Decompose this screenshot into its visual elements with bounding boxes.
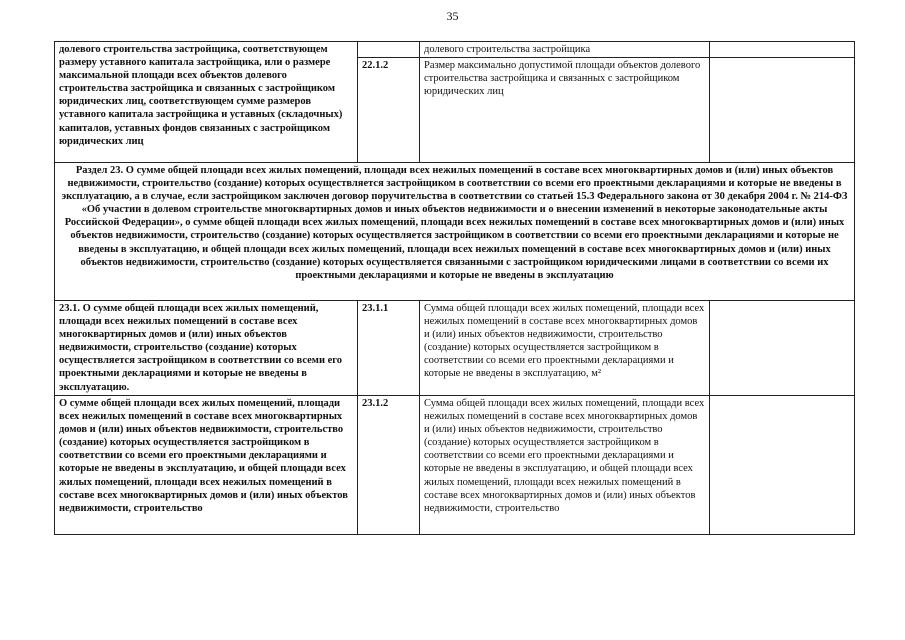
description-text: Размер максимально допустимой площади объектов долевого строительства застройщика и связанных с застройщиком юридических лиц [424,60,701,98]
requirement-text: О сумме общей площади всех жилых помещений, площади всех нежилых помещений в составе всех многоквартирных домов и (или) иных объектов недвижимости, строительство (создание) которых осуществляется застройщиком в соответствии со всеми его проектными декларациями и которые не введены в эксплуатацию, и общей площади всех жилых помещений, площади всех нежилых помещений в составе всех многоквартирных домов и (или) иных объектов недвижимости, строительство [59,398,348,514]
requirement-text: долевого строительства застройщика, соответствующем размеру уставного капитала застройщика, или о размере максимальной площади всех объектов долевого строительства застройщика и связанных с застройщиком юридических лиц, соответствующем сумме размеров уставного капитала застройщика и уставных (складочных) капиталов, уставных фондов связанных с застройщиком юридических лиц [59,44,343,147]
requirement-cell [55,42,358,163]
description-cell [420,301,710,396]
document-table [54,41,855,535]
value-cell [710,301,855,396]
description-cell [420,396,710,535]
code-cell [358,42,420,58]
description-text: долевого строительства застройщика [424,44,591,55]
table-row [55,396,855,535]
value-cell [710,42,855,58]
table-row [55,42,855,58]
section-title: Раздел 23. О сумме общей площади всех жилых помещений, площади всех нежилых помещений в составе всех многоквартирных домов и (или) иных объектов недвижимости, строительство (создание) которых осуществляется застройщиком в соответствии со всеми его проектными декларациями и которые не введены в эксплуатацию, а в случае, если застройщиком заключен договор поручительства в соответствии со статьей 15.3 Федерального закона от 30 декабря 2004 г. № 214-ФЗ «Об участии в долевом строительстве многоквартирных домов и иных объектов недвижимости и о внесении изменений в некоторые законодательные акты Российской Федерации», о сумме общей площади всех жилых помещений, площади всех нежилых помещений в составе всех многоквартирных домов и (или) иных объектов недвижимости, строительство (создание) которых осуществляется застройщиком в соответствии со всеми его проектными декларациями и которые не введены в эксплуатацию, и общей площади всех жилых помещений, площади всех нежилых помещений в составе всех многоквартирных домов и (или) иных объектов недвижимости, строительство (создание) которых осуществляется связанными с застройщиком юридическими лицами в соответствии со всеми их проектными декларациями и которые не введены в эксплуатацию [61,165,848,281]
description-cell [420,42,710,58]
section-heading [55,163,855,301]
code-cell [358,58,420,163]
description-text: Сумма общей площади всех жилых помещений, площади всех нежилых помещений в составе всех многоквартирных домов и (или) иных объектов недвижимости, строительство (создание) которых осуществляется застройщиком в соответствии со всеми его проектными декларациями и которые не введены в эксплуатацию, и общей площади всех жилых помещений, площади всех нежилых помещений в составе всех многоквартирных домов и (или) иных объектов недвижимости, строительство [424,398,705,514]
page-number: 35 [446,9,459,23]
requirement-cell [55,396,358,535]
description-cell [420,58,710,163]
table-row [55,301,855,396]
item-code: 22.1.2 [362,60,389,71]
value-cell [710,396,855,535]
requirement-text: 23.1. О сумме общей площади всех жилых помещений, площади всех нежилых помещений в составе всех многоквартирных домов и (или) иных объектов недвижимости, строительство (создание) которых осуществляется застройщиком в соответствии со всеми его проектными декларациями и которые не введены в эксплуатацию. [59,303,343,393]
requirement-cell [55,301,358,396]
value-cell [710,58,855,163]
section-row [55,163,855,301]
item-code: 23.1.1 [362,303,389,314]
item-code: 23.1.2 [362,398,389,409]
code-cell [358,396,420,535]
code-cell [358,301,420,396]
description-text: Сумма общей площади всех жилых помещений, площади всех нежилых помещений в составе всех многоквартирных домов и (или) иных объектов недвижимости, строительство (создание) которых осуществляется застройщиком в соответствии со всеми его проектными декларациями и которые не введены в эксплуатацию, м² [424,303,705,380]
